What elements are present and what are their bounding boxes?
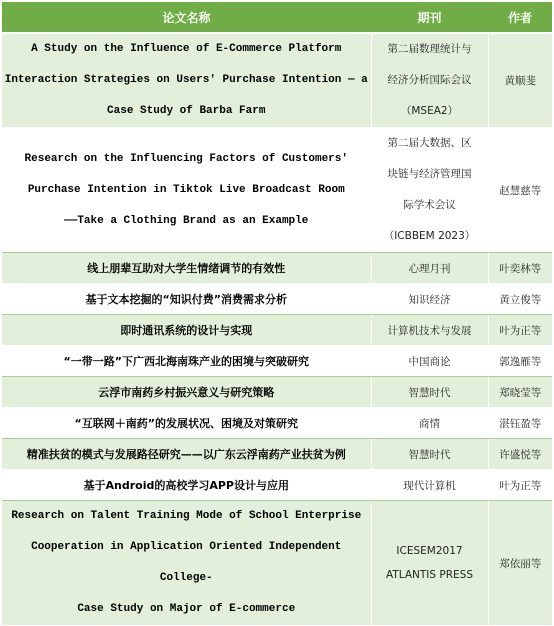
journal-cell: 知识经济 [371, 284, 488, 315]
paper-title: 即时通讯系统的设计与实现 [120, 324, 253, 337]
paper-title-cell [2, 408, 371, 439]
paper-title: Research on the Influencing Factors of Customers' Purchase Intention in Tiktok Live Broadcast Room ——Take a Clothing Brand as an Example [24, 152, 348, 227]
journal-name: ICESEM2017 ATLANTIS PRESS [385, 545, 473, 581]
author-cell: 许盛悦等 [488, 439, 552, 470]
journal-name: 第二届数理统计与 经济分析国际会议 （MSEA2） [387, 43, 472, 117]
paper-title: 基于文本挖掘的“知识付费”消费需求分析 [85, 293, 287, 306]
journal-name: 第二届大数据、区 块链与经济管理国 际学术会议 （ICBBEM 2023） [383, 137, 476, 242]
journal-cell: 智慧时代 [371, 439, 488, 470]
paper-title: Research on Talent Training Mode of School Enterprise Cooperation in Application Oriented Independent College- Case Study on Major of E-commerce [11, 510, 362, 615]
table-row [2, 470, 552, 501]
paper-title-cell [2, 253, 371, 284]
table-row [2, 253, 552, 284]
paper-table-container [2, 2, 552, 626]
author-cell: 湛钰盈等 [488, 408, 552, 439]
table-row [2, 33, 552, 128]
paper-title-cell [2, 346, 371, 377]
table-row [2, 377, 552, 408]
paper-title-cell [2, 33, 371, 128]
journal-cell [371, 128, 488, 253]
paper-title: 云浮市南药乡村振兴意义与研究策略 [98, 386, 275, 399]
paper-title: 基于Android的高校学习APP设计与应用 [83, 479, 289, 492]
author-cell: 黄顺斐 [488, 33, 552, 128]
author-cell: 郭逸雁等 [488, 346, 552, 377]
paper-title: 精准扶贫的模式与发展路径研究——以广东云浮南药产业扶贫为例 [26, 448, 346, 461]
table-row [2, 439, 552, 470]
table-row [2, 346, 552, 377]
journal-cell [371, 33, 488, 128]
paper-title-cell [2, 377, 371, 408]
header-paper-title: 论文名称 [2, 2, 371, 33]
paper-title: 线上朋辈互助对大学生情绪调节的有效性 [87, 262, 286, 275]
author-cell: 叶奕林等 [488, 253, 552, 284]
table-row [2, 315, 552, 346]
author-cell: 黄立俊等 [488, 284, 552, 315]
paper-title-cell [2, 439, 371, 470]
paper-title-cell [2, 284, 371, 315]
table-row [2, 128, 552, 253]
paper-title: “互联网＋南药”的发展状况、困境及对策研究 [74, 417, 298, 430]
table-row [2, 408, 552, 439]
paper-title: A Study on the Influence of E-Commerce Platform Interaction Strategies on Users' Purchase Intention — a Case Study of Barba Farm [4, 43, 368, 117]
journal-cell: 计算机技术与发展 [371, 315, 488, 346]
author-cell: 叶为正等 [488, 470, 552, 501]
paper-table [2, 2, 552, 626]
table-row [2, 501, 552, 626]
author-cell: 郑依丽等 [488, 501, 552, 626]
author-cell: 赵慧慈等 [488, 128, 552, 253]
journal-cell: 智慧时代 [371, 377, 488, 408]
paper-title: “一带一路”下广西北海南珠产业的困境与突破研究 [63, 355, 309, 368]
header-author: 作者 [488, 2, 552, 33]
journal-cell: 现代计算机 [371, 470, 488, 501]
header-journal: 期刊 [371, 2, 488, 33]
paper-title-cell [2, 128, 371, 253]
author-cell: 叶为正等 [488, 315, 552, 346]
paper-title-cell [2, 501, 371, 626]
paper-title-cell [2, 470, 371, 501]
journal-cell: 商情 [371, 408, 488, 439]
journal-cell: 中国商论 [371, 346, 488, 377]
journal-cell: 心理月刊 [371, 253, 488, 284]
paper-title-cell [2, 315, 371, 346]
table-row [2, 284, 552, 315]
author-cell: 郑晓莹等 [488, 377, 552, 408]
journal-cell [371, 501, 488, 626]
table-header-row [2, 2, 552, 33]
